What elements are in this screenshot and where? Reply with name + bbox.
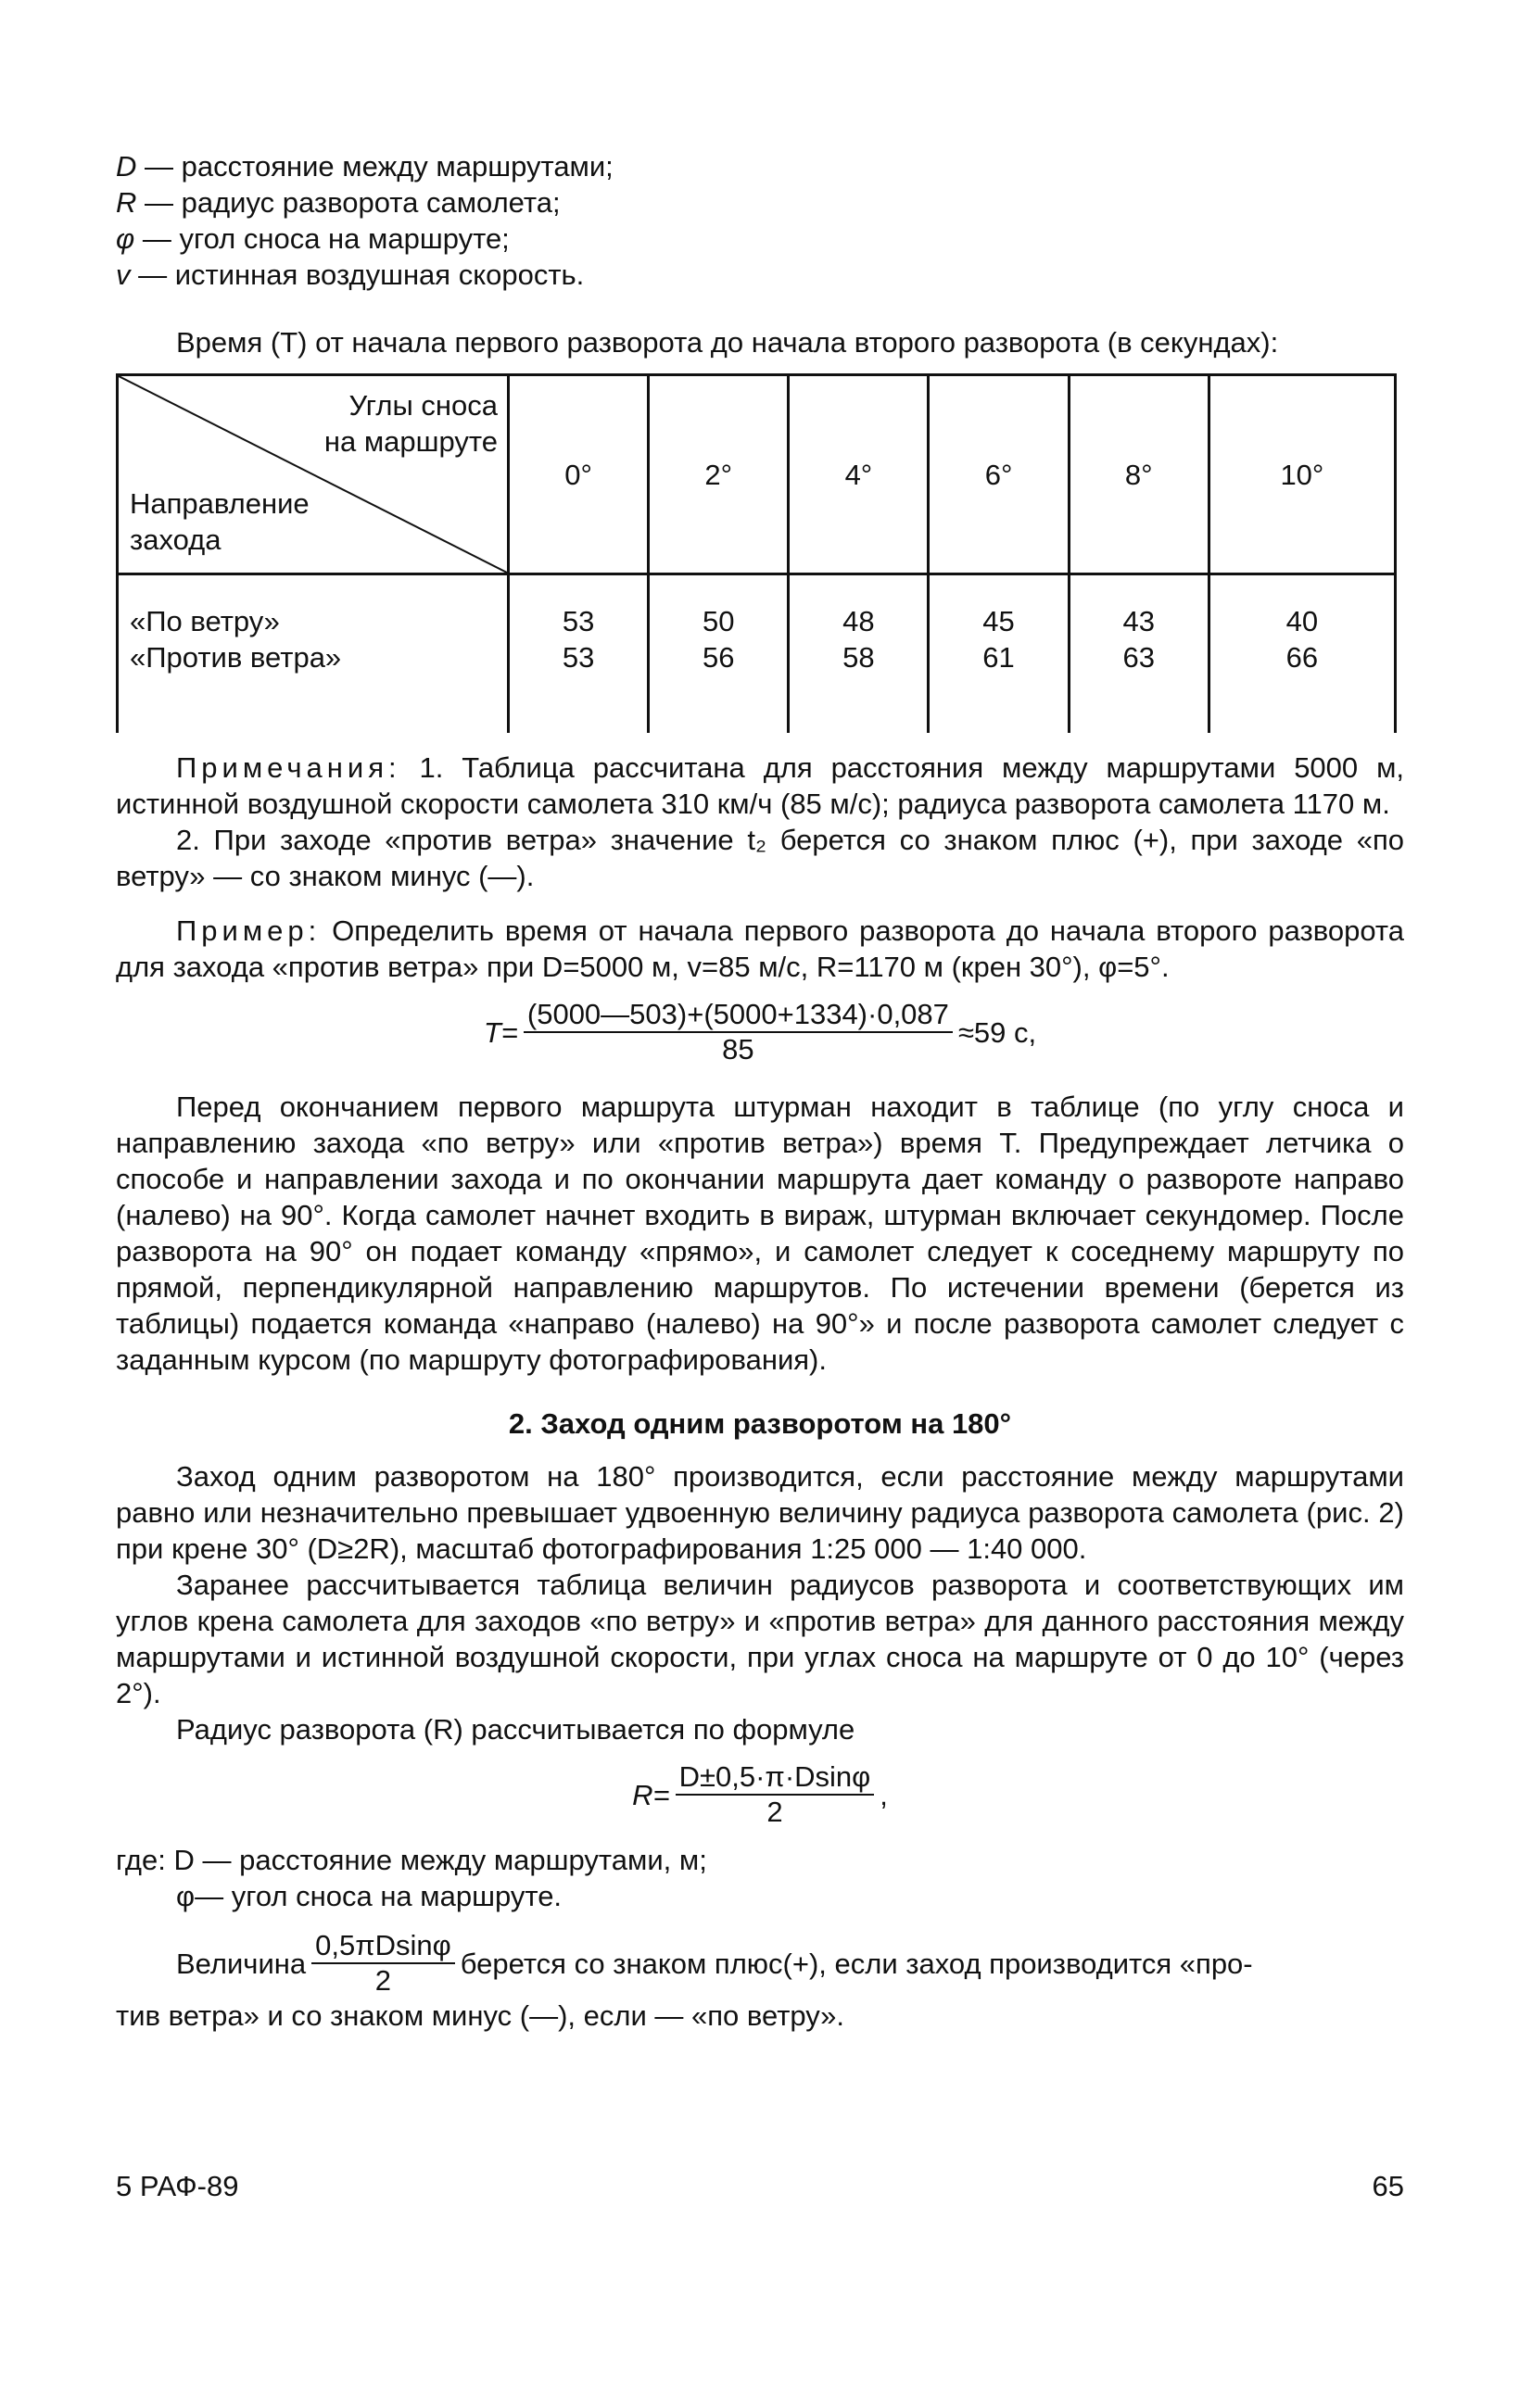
section-title: 2. Заход одним разворотом на 180°: [508, 1407, 1012, 1440]
paragraph: Заход одним разворотом на 180° производится, если расстояние между маршрутами равно или незначительно превышает удвоенную величину радиуса разворота самолета (рис. 2) при крене 30° (D≥2R), масштаб фотографирования 1:25 000 — 1:40 000.: [116, 1460, 1404, 1565]
formula-denominator: 85: [722, 1033, 754, 1065]
example-paragraph: Пример: Определить время от начала первого разворота до начала второго разворота для захода «против ветра» при D=5000 м, v=85 м/с, R=1170 м (крен 30°), φ=5°.: [116, 914, 1404, 983]
row-labels-cell: [118, 574, 509, 734]
formula-numerator: D±0,5·π·Dsinφ: [676, 1760, 875, 1796]
definition-item: φ — угол сноса на маршруте;: [116, 222, 510, 255]
page-number: 65: [1372, 2170, 1404, 2202]
definition-item: R — радиус разворота самолета;: [116, 186, 561, 219]
paragraph: Заранее рассчитывается таблица величин радиусов разворота и соответствующих им углов крена самолета для заходов «по ветру» и «против ветра» для данного расстояния между маршрутами и истинной воздушной скорости, при углах сноса на маршруте от 0 до 10° (через 2°).: [116, 1569, 1404, 1709]
footer-signature: 5 РАФ-89: [116, 2170, 239, 2202]
table-cell: 53 53: [509, 574, 649, 734]
row-label: «Против ветра»: [130, 641, 342, 674]
definition-item: D — расстояние между маршрутами;: [116, 150, 614, 183]
paragraph: Радиус разворота (R) рассчитывается по формуле: [176, 1713, 855, 1746]
corner-bottom-line: Направление: [130, 487, 310, 520]
column-header: 4°: [789, 375, 929, 574]
column-header: 2°: [649, 375, 789, 574]
page-content: [116, 148, 1404, 2034]
where-line: φ— угол сноса на маршруте.: [176, 1880, 563, 1912]
column-header: 0°: [509, 375, 649, 574]
definitions-list: [116, 148, 1404, 293]
magnitude-line: Величина $\frac{0,5\pi Dsin\varphi}{2}$ берется со знаком плюс(+), если заход производится «про-: [176, 1929, 1253, 1997]
formula-rhs: ≈59 с,: [957, 1015, 1037, 1049]
formula-lhs: R=: [632, 1778, 670, 1811]
table-cell: 50 56: [649, 574, 789, 734]
table-header-row: [118, 375, 1396, 574]
definition-item: v — истинная воздушная скорость.: [116, 258, 585, 291]
formula-radius: [116, 1760, 1404, 1829]
corner-top-line: Углы сноса: [348, 389, 498, 422]
formula-rhs: ,: [880, 1778, 888, 1811]
table-cell: 45 61: [929, 574, 1069, 734]
table-body-row: [118, 574, 1396, 734]
table-cell: 43 63: [1069, 574, 1209, 734]
corner-bottom-line: захода: [130, 523, 222, 556]
note-2: 2. При заходе «против ветра» значение t₂ берется со знаком плюс (+), при заходе «по ветру» — со знаком минус (—).: [116, 824, 1404, 892]
formula-lhs: T=: [483, 1015, 518, 1049]
formula-time: [116, 998, 1404, 1066]
row-label: «По ветру»: [130, 605, 280, 637]
column-header: 8°: [1069, 375, 1209, 574]
table-cell: 40 66: [1209, 574, 1395, 734]
table-cell: 48 58: [789, 574, 929, 734]
table-caption: Время (T) от начала первого разворота до начала второго разворота (в секундах):: [176, 326, 1279, 359]
column-header: 10°: [1209, 375, 1395, 574]
formula-numerator: (5000—503)+(5000+1334)·0,087: [524, 998, 953, 1033]
where-line: где: D — расстояние между маршрутами, м;: [116, 1844, 707, 1876]
corner-top-line: на маршруте: [323, 425, 498, 458]
paragraph: Перед окончанием первого маршрута штурман находит в таблице (по углу сноса и направлению захода «по ветру» или «против ветра») время T. Предупреждает летчика о способе и направлении захода и по окончании маршрута дает команду о развороте направо (налево) на 90°. Когда самолет начнет входить в вираж, штурман включает секундомер. После разворота на 90° он подает команду «прямо», и самолет следует к соседнему маршруту по прямой, перпендикулярной направлению маршрутов. По истечении времени (берется из таблицы) подается команда «направо (налево) на 90°» и после разворота самолет следует с заданным курсом (по маршруту фотографирования).: [116, 1091, 1404, 1376]
formula-denominator: 2: [766, 1796, 783, 1828]
table-corner-cell: [118, 375, 509, 574]
column-header: 6°: [929, 375, 1069, 574]
magnitude-continuation: тив ветра» и со знаком минус (—), если — «по ветру».: [116, 1999, 845, 2032]
note-1: Примечания: 1. Таблица рассчитана для расстояния между маршрутами 5000 м, истинной воздушной скорости самолета 310 км/ч (85 м/с); радиуса разворота самолета 1170 м.: [116, 751, 1404, 820]
drift-time-table: [116, 373, 1397, 733]
